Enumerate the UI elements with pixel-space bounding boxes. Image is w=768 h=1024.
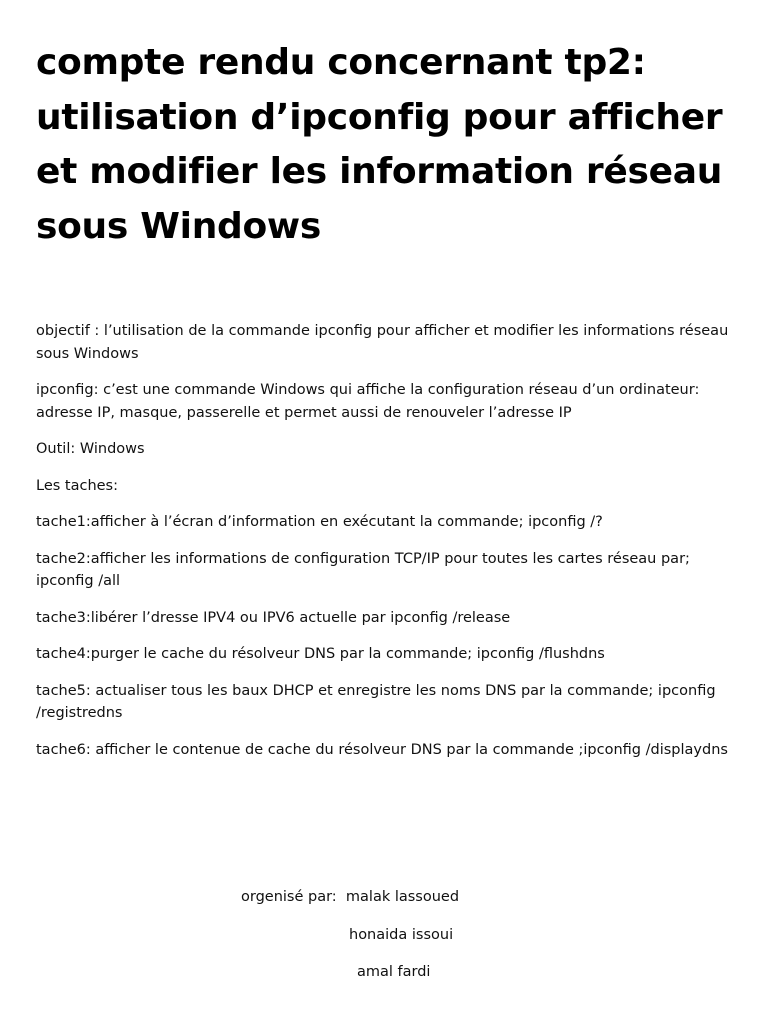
- paragraph-tache2: tache2:afficher les informations de configuration TCP/IP pour toutes les cartes réseau par; ipconfig /all: [36, 550, 690, 589]
- signature-organised-by: orgenisé par: malak lassoued: [241, 889, 460, 905]
- paragraph-outil: Outil: Windows: [36, 441, 145, 457]
- paragraph-objectif: objectif : l’utilisation de la commande ipconfig pour afficher et modifier les informations réseau sous Windows: [36, 323, 729, 362]
- document-body: [36, 320, 736, 775]
- paragraph-tache3: tache3:libérer l’dresse IPV4 ou IPV6 actuelle par ipconfig /release: [36, 609, 511, 626]
- paragraph-tache1: tache1:afficher à l’écran d’information en exécutant la commande; ipconfig /?: [36, 514, 603, 530]
- paragraph-tache6: tache6: afficher le contenue de cache du résolveur DNS par la commande ;ipconfig /displaydns: [36, 741, 728, 758]
- paragraph-ipconfig-definition: ipconfig: c’est une commande Windows qui affiche la configuration réseau d’un ordinateur: adresse IP, masque, passerelle et permet aussi de renouveler l’adresse IP: [36, 382, 700, 421]
- paragraph-tache4: tache4:purger le cache du résolveur DNS par la commande; ipconfig /flushdns: [36, 646, 605, 662]
- document-title: compte rendu concernant tp2: utilisation d’ipconfig pour afficher et modifier les information réseau sous Windows: [36, 42, 723, 247]
- signature-name-3: amal fardi: [357, 964, 431, 980]
- paragraph-les-taches: Les taches:: [36, 477, 119, 494]
- signature-name-2: honaida issoui: [349, 927, 454, 943]
- paragraph-tache5: tache5: actualiser tous les baux DHCP et enregistre les noms DNS par la commande; ipconfig /registredns: [36, 682, 716, 721]
